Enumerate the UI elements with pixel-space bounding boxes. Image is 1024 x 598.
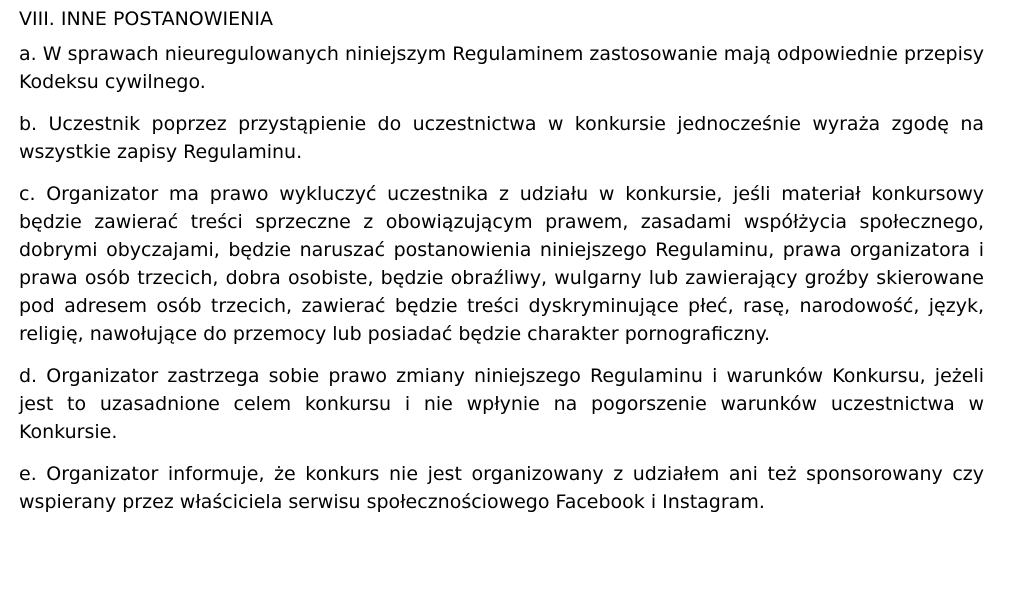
paragraph-b: b. Uczestnik poprzez przystąpienie do uczestnictwa w konkursie jednocześnie wyraża zgodę na wszystkie zapisy Regulaminu. bbox=[19, 113, 984, 163]
paragraph-c: c. Organizator ma prawo wykluczyć uczestnika z udziału w konkursie, jeśli materiał konkursowy będzie zawierać treści sprzeczne z obowiązującym prawem, zasadami współżycia społecznego, dobrymi obyczajami, będzie naruszać postanowienia niniejszego Regulaminu, prawa organizatora i prawa osób trzecich, dobra osobiste, będzie obraźliwy, wulgarny lub zawierający groźby skierowane pod adresem osób trzecich, zawierać będzie treści dyskryminujące płeć, rasę, narodowość, język, religię, nawołujące do przemocy lub posiadać będzie charakter pornograficzny. bbox=[19, 183, 984, 345]
paragraph-a: a. W sprawach nieuregulowanych niniejszym Regulaminem zastosowanie mają odpowiednie przepisy Kodeksu cywilnego. bbox=[19, 43, 984, 93]
paragraph-d: d. Organizator zastrzega sobie prawo zmiany niniejszego Regulaminu i warunków Konkursu, jeżeli jest to uzasadnione celem konkursu i nie wpłynie na pogorszenie warunków uczestnictwa w Konkursie. bbox=[19, 365, 984, 443]
paragraph-e: e. Organizator informuje, że konkurs nie jest organizowany z udziałem ani też sponsorowany czy wspierany przez właściciela serwisu społecznościowego Facebook i Instagram. bbox=[19, 463, 984, 513]
section-heading: VIII. INNE POSTANOWIENIA bbox=[19, 8, 273, 30]
